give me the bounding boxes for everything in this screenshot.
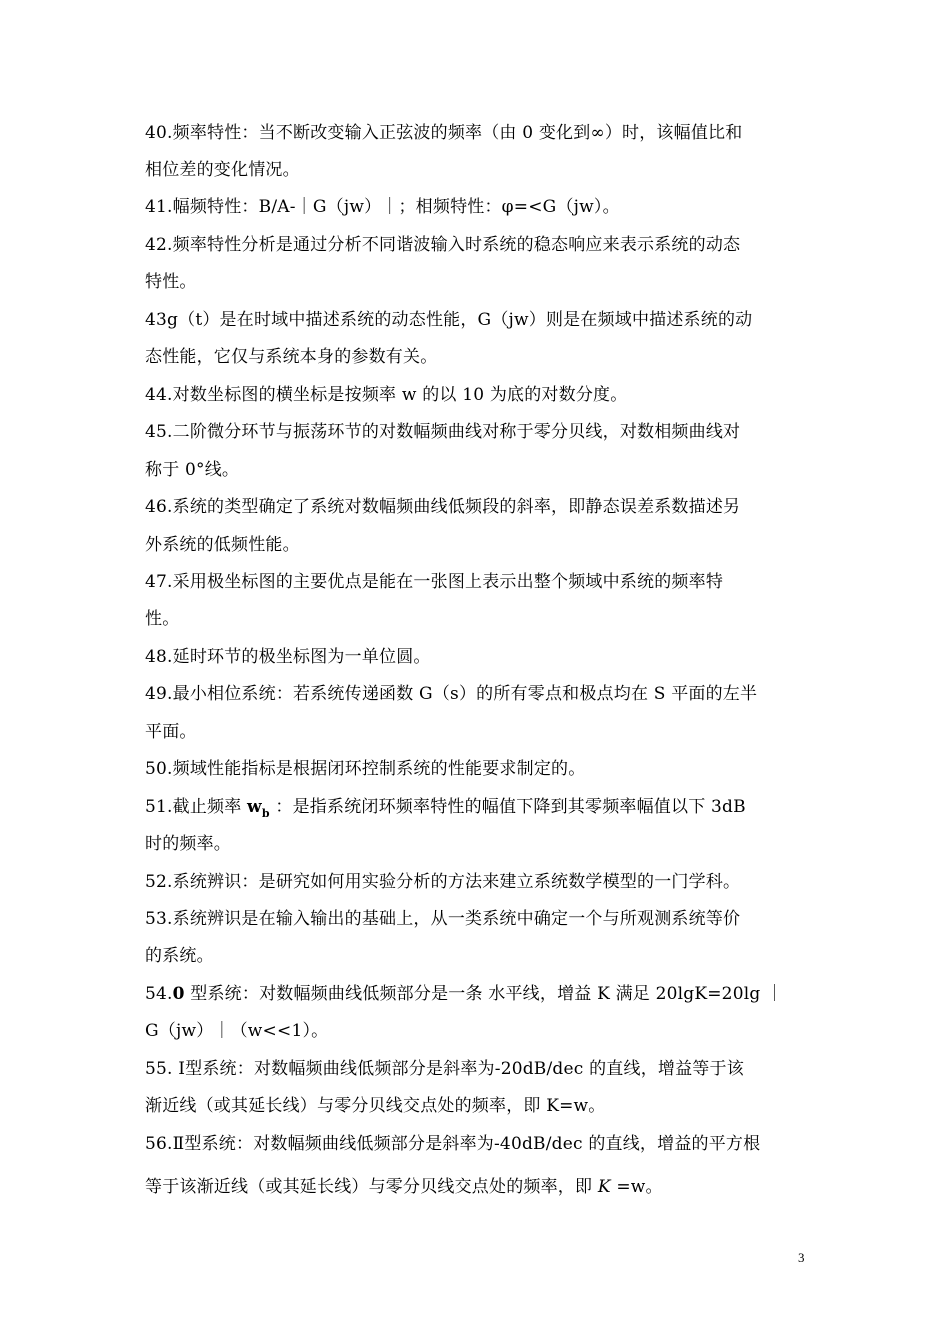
text-line: 外系统的低频性能。 — [145, 535, 300, 555]
text-line: 55. Ⅰ型系统：对数幅频曲线低频部分是斜率为-20dB/dec 的直线，增益等于该 — [145, 1059, 744, 1079]
text-segment: ：是指系统闭环频率特性的幅值下降到其零频率幅值以下 3dB — [269, 797, 746, 817]
text-line-cutoff-frequency — [145, 796, 746, 820]
text-line: G（jw）｜（w<<1）。 — [145, 1021, 329, 1041]
text-line: 时的频率。 — [145, 834, 231, 854]
math-subscript: b — [261, 807, 270, 820]
text-line: 50.频域性能指标是根据闭环控制系统的性能要求制定的。 — [145, 759, 586, 779]
text-line: 称于 0°线。 — [145, 460, 240, 480]
text-line: 56.Ⅱ型系统：对数幅频曲线低频部分是斜率为-40dB/dec 的直线，增益的平方根 — [145, 1134, 761, 1154]
text-line: 性。 — [145, 609, 180, 629]
text-line: 46.系统的类型确定了系统对数幅频曲线低频段的斜率，即静态误差系数描述另 — [145, 497, 741, 517]
text-line: 平面。 — [145, 722, 197, 742]
text-segment: 51.截止频率 — [145, 797, 248, 817]
text-line: 45.二阶微分环节与振荡环节的对数幅频曲线对称于零分贝线，对数相频曲线对 — [145, 422, 741, 442]
text-line: 态性能，它仅与系统本身的参数有关。 — [145, 347, 438, 367]
text-line: 42.频率特性分析是通过分析不同谐波输入时系统的稳态响应来表示系统的动态 — [145, 235, 741, 255]
text-line: 特性。 — [145, 272, 197, 292]
text-line: 53.系统辨识是在输入输出的基础上，从一类系统中确定一个与所观测系统等价 — [145, 909, 741, 929]
text-line-type2-system — [145, 1176, 663, 1198]
text-line: 49.最小相位系统：若系统传递函数 G（s）的所有零点和极点均在 S 平面的左半 — [145, 684, 758, 704]
text-line: 43g（t）是在时域中描述系统的动态性能，G（jw）则是在频域中描述系统的动 — [145, 310, 753, 330]
text-line-type0-system — [145, 983, 783, 1005]
page-number: 3 — [798, 1250, 805, 1265]
math-symbol: K — [597, 1177, 611, 1197]
text-segment: 54. — [145, 984, 173, 1004]
text-segment: =w。 — [610, 1177, 663, 1197]
text-line: 41.幅频特性：B/A-｜G（jw）｜；相频特性：φ=<G（jw）。 — [145, 197, 620, 217]
text-line: 40.频率特性：当不断改变输入正弦波的频率（由 0 变化到∞）时，该幅值比和 — [145, 123, 743, 143]
text-line: 的系统。 — [145, 946, 214, 966]
text-segment: 等于该渐近线（或其延长线）与零分贝线交点处的频率，即 — [145, 1177, 598, 1197]
text-line: 47.采用极坐标图的主要优点是能在一张图上表示出整个频域中系统的频率特 — [145, 572, 724, 592]
math-symbol: w — [247, 797, 262, 817]
text-bold-segment: 0 — [172, 984, 185, 1004]
text-line: 相位差的变化情况。 — [145, 160, 300, 180]
text-line: 48.延时环节的极坐标图为一单位圆。 — [145, 647, 431, 667]
text-line: 44.对数坐标图的横坐标是按频率 w 的以 10 为底的对数分度。 — [145, 385, 628, 405]
text-segment: 型系统：对数幅频曲线低频部分是一条 水平线，增益 K 满足 20lgK=20lg ｜ — [184, 984, 784, 1004]
text-line: 52.系统辨识：是研究如何用实验分析的方法来建立系统数学模型的一门学科。 — [145, 872, 741, 892]
text-line: 渐近线（或其延长线）与零分贝线交点处的频率，即 K=w。 — [145, 1096, 606, 1116]
